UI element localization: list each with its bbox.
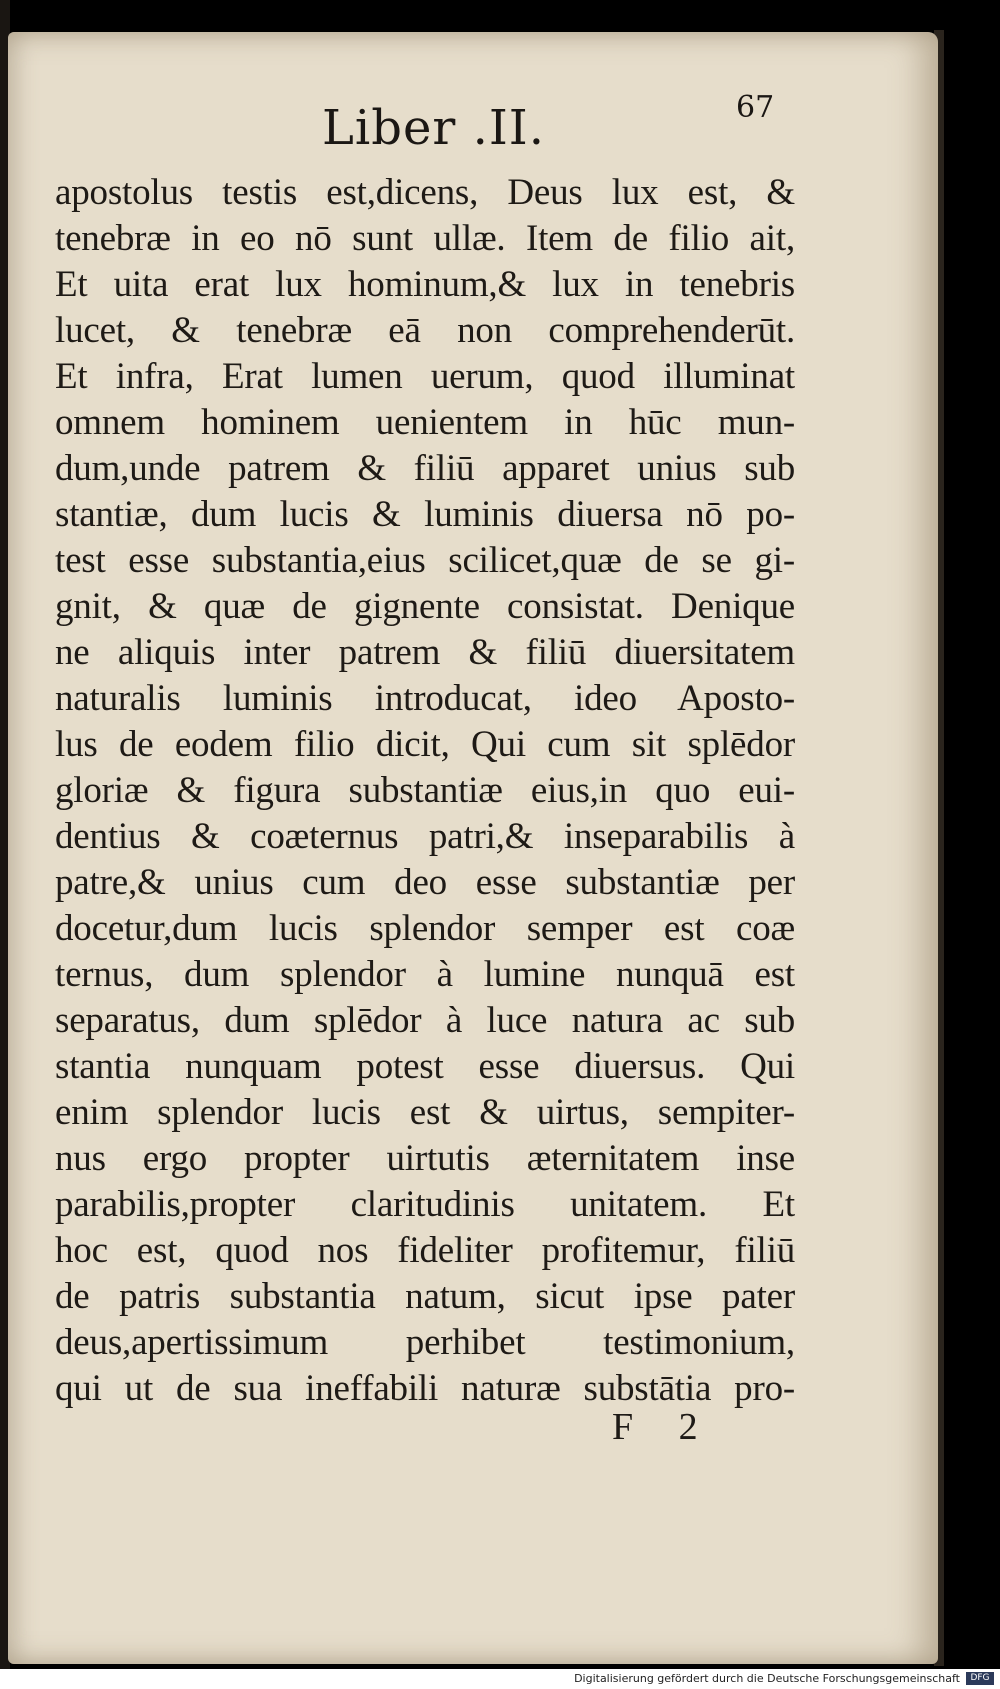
text-line: lus de eodem filio dicit, Qui cum sit splēdor xyxy=(55,724,795,765)
text-line: parabilis,propter claritudinis unitatem. Et xyxy=(55,1184,795,1225)
text-line: lucet, & tenebræ eā non comprehenderūt. xyxy=(55,310,795,351)
text-line: deus,apertissimum perhibet testimonium, xyxy=(55,1322,795,1363)
text-line: stantiæ, dum lucis & luminis diuersa nō po- xyxy=(55,494,795,535)
page-number: 67 xyxy=(736,90,775,125)
text-line: enim splendor lucis est & uirtus, sempiter- xyxy=(55,1092,795,1133)
text-line: nus ergo propter uirtutis æternitatem inse xyxy=(55,1138,795,1179)
text-line: tenebræ in eo nō sunt ullæ. Item de filio ait, xyxy=(55,218,795,259)
text-line: dum,unde patrem & filiū apparet unius sub xyxy=(55,448,795,489)
text-line: ne aliquis inter patrem & filiū diuersitatem xyxy=(55,632,795,673)
text-line: gloriæ & figura substantiæ eius,in quo eui- xyxy=(55,770,795,811)
text-line: separatus, dum splēdor à luce natura ac sub xyxy=(55,1000,795,1041)
text-line: naturalis luminis introducat, ideo Aposto- xyxy=(55,678,795,719)
text-line: gnit, & quæ de gignente consistat. Denique xyxy=(55,586,795,627)
text-line: ternus, dum splendor à lumine nunquā est xyxy=(55,954,795,995)
text-line: hoc est, quod nos fideliter profitemur, filiū xyxy=(55,1230,795,1271)
dfg-logo: DFG xyxy=(966,1672,994,1685)
text-line: omnem hominem uenientem in hūc mun- xyxy=(55,402,795,443)
text-line: qui ut de sua ineffabili naturæ substātia pro- xyxy=(55,1368,795,1409)
text-line: de patris substantia natum, sicut ipse pater xyxy=(55,1276,795,1317)
text-line: apostolus testis est,dicens, Deus lux est, & xyxy=(55,172,795,213)
footer xyxy=(0,1669,1000,1689)
text-line: test esse substantia,eius scilicet,quæ de se gi- xyxy=(55,540,795,581)
text-line: Et uita erat lux hominum,& lux in tenebris xyxy=(55,264,795,305)
page-header xyxy=(0,90,1000,180)
text-line: docetur,dum lucis splendor semper est coæ xyxy=(55,908,795,949)
text-line: Et infra, Erat lumen uerum, quod illuminat xyxy=(55,356,795,397)
text-line: stantia nunquam potest esse diuersus. Qui xyxy=(55,1046,795,1087)
text-line: patre,& unius cum deo esse substantiæ per xyxy=(55,862,795,903)
body-text xyxy=(55,170,795,1412)
signature-mark: F 2 xyxy=(612,1406,716,1448)
text-line: dentius & coæternus patri,& inseparabilis à xyxy=(55,816,795,857)
running-head: Liber .II. xyxy=(322,100,545,156)
footer-credit: Digitalisierung gefördert durch die Deutsche Forschungsgemeinschaft xyxy=(574,1672,960,1685)
